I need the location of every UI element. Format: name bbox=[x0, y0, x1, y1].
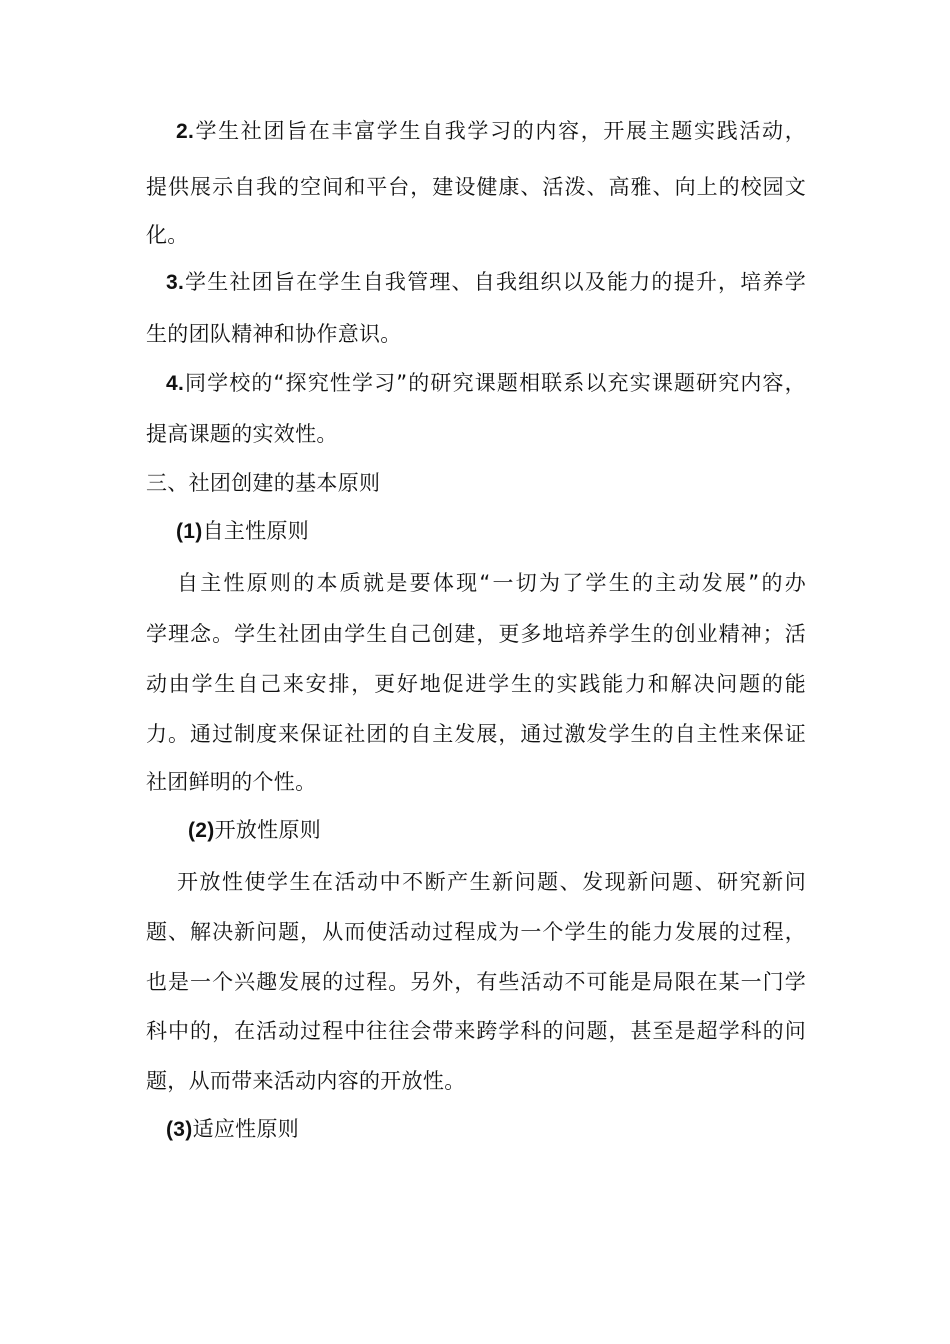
paragraph-line bbox=[146, 173, 806, 201]
paragraph-line bbox=[177, 868, 806, 896]
line-text: 也是一个兴趣发展的过程。另外，有些活动不可能是局限在某一门学 bbox=[146, 970, 806, 994]
paragraph-line bbox=[146, 720, 806, 748]
paragraph-line bbox=[166, 369, 806, 398]
line-text: 学理念。学生社团由学生自己创建，更多地培养学生的创业精神；活 bbox=[146, 622, 806, 646]
line-text: 生的团队精神和协作意识。 bbox=[146, 322, 402, 346]
paragraph-line bbox=[146, 918, 806, 946]
line-text: 化。 bbox=[146, 223, 189, 247]
paragraph-line bbox=[146, 1067, 466, 1095]
paragraph-line bbox=[146, 221, 189, 249]
line-text: 学生社团旨在丰富学生自我学习的内容，开展主题实践活动， bbox=[194, 119, 806, 143]
subsection-heading bbox=[166, 1115, 299, 1144]
line-text: 开放性使学生在活动中不断产生新问题、发现新问题、研究新问 bbox=[177, 870, 806, 894]
line-text: 科中的，在活动过程中往往会带来跨学科的问题，甚至是超学科的问 bbox=[146, 1019, 806, 1043]
line-text: 提供展示自我的空间和平台，建设健康、活泼、高雅、向上的校园文 bbox=[146, 175, 806, 199]
paragraph-line bbox=[146, 670, 806, 698]
line-text: 同学校的“探究性学习”的研究课题相联系以充实课题研究内容， bbox=[184, 371, 806, 395]
line-text: 题、解决新问题，从而使活动过程成为一个学生的能力发展的过程， bbox=[146, 920, 806, 944]
line-text: 自主性原则的本质就是要体现“一切为了学生的主动发展”的办 bbox=[177, 571, 806, 595]
line-text: 力。通过制度来保证社团的自主发展，通过激发学生的自主性来保证 bbox=[146, 722, 806, 746]
paragraph-line bbox=[146, 968, 806, 996]
item-number: (1) bbox=[176, 520, 203, 543]
paragraph-line bbox=[146, 1017, 806, 1045]
paragraph-line bbox=[166, 268, 806, 297]
line-text: 三、社团创建的基本原则 bbox=[146, 471, 381, 495]
item-number: (2) bbox=[188, 819, 215, 842]
item-number: (3) bbox=[166, 1118, 193, 1141]
item-number: 3. bbox=[166, 271, 185, 294]
item-number: 2. bbox=[176, 120, 195, 143]
line-text: 自主性原则 bbox=[202, 519, 310, 543]
section-heading bbox=[146, 469, 380, 497]
paragraph-line bbox=[177, 569, 806, 597]
paragraph-line bbox=[176, 117, 806, 146]
paragraph-line bbox=[146, 320, 402, 348]
line-text: 适应性原则 bbox=[192, 1117, 300, 1141]
paragraph-line bbox=[146, 620, 806, 648]
line-text: 提高课题的实效性。 bbox=[146, 422, 338, 446]
line-text: 动由学生自己来安排，更好地促进学生的实践能力和解决问题的能 bbox=[146, 672, 806, 696]
paragraph-line bbox=[146, 768, 316, 796]
line-text: 社团鲜明的个性。 bbox=[146, 770, 317, 794]
subsection-heading bbox=[188, 816, 321, 845]
line-text: 题，从而带来活动内容的开放性。 bbox=[146, 1069, 466, 1093]
line-text: 学生社团旨在学生自我管理、自我组织以及能力的提升，培养学 bbox=[184, 270, 806, 294]
line-text: 开放性原则 bbox=[214, 818, 322, 842]
paragraph-line bbox=[146, 420, 338, 448]
item-number: 4. bbox=[166, 372, 185, 395]
subsection-heading bbox=[176, 517, 309, 546]
